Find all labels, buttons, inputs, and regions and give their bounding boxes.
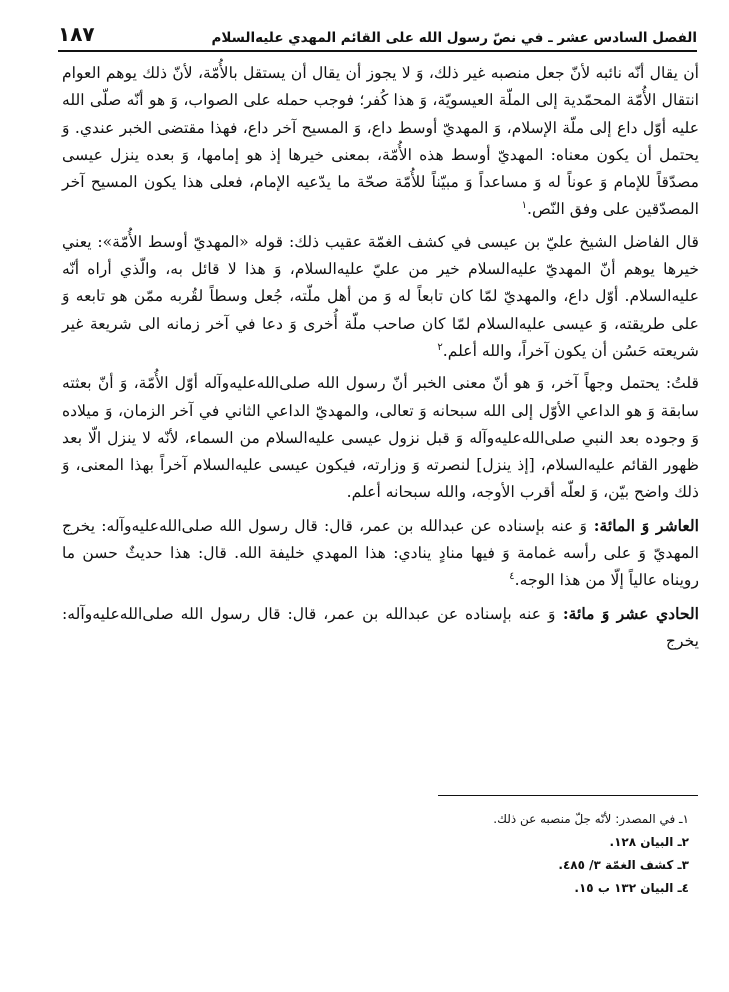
hadith-heading: الحادي عشر وَ مائة: — [555, 603, 699, 623]
footnote: ٤ـ البيان ١٣٢ ب ١٥. — [574, 881, 689, 895]
running-header — [58, 18, 697, 52]
paragraph: قال الفاضل الشيخ عليّ بن عيسى في كشف الغمّة عقيب ذلك: قوله «المهديّ أوسط الأُمّة»: يعني خيرها يوهم أنّ المهديّ عليه‌السلام خير من عليّ عليه‌السلام، وَ هذا لا قائل به، والّذي أراه أنّه عليه‌السلام. أوّل داع، والمهديّ لمّا كان تابعاً له وَ من أهل ملّته، جُعل وسطاً لقُربه ممّن هو تابعه وَ على طريقته، وَ عيسى عليه‌السلام لمّا كان صاحب ملّة أُخرى وَ دعا في آخر زمانه الى شريعة غير شريعته حَسُن أن يكون آخراً، والله أعلم.$^٢$ — [62, 232, 699, 360]
footnote-divider — [438, 795, 698, 796]
page-number: ١٨٧ — [58, 22, 95, 46]
footnote: ٣ـ كشف الغمّة ٣/ ٤٨٥. — [558, 858, 689, 872]
footnote: ١ـ في المصدر: لأنّه جلّ منصبه عن ذلك. — [493, 812, 689, 826]
paragraph: قلتُ: يحتمل وجهاً آخر، وَ هو أنّ معنى الخبر أنّ رسول الله صلى‌الله‌عليه‌وآله أوّل الأُمّة، وَ أنّ بعثته سابقة وَ هو الداعي الأوّل إلى الله سبحانه وَ تعالى، والمهديّ الداعي الثاني في آخر الزمان، وَ ميلاده وَ وجوده بعد النبي صلى‌الله‌عليه‌وآله وَ قبل نزول عيسى عليه‌السلام من السماء، لأنّه لا ينزل الّا بعد ظهور القائم عليه‌السلام، [إذ ينزل] لنصرته وَ وزارته، فيكون عيسى عليه‌السلام آخراً بهذا المعنى، وَ ذلك واضح بيّن، وَ لعلّه أقرب الأوجه، والله سبحانه أعلم. — [62, 374, 699, 502]
footnotes — [300, 808, 689, 900]
footnote: ٢ـ البيان ١٢٨. — [609, 835, 689, 849]
footnote-marker: ٤ — [509, 571, 515, 583]
hadith-heading: العاشر وَ المائة: — [587, 515, 699, 535]
footnote-marker: ١ — [521, 200, 527, 212]
paragraph: الحادي عشر وَ مائة: وَ عنه بإسناده عن عبدالله بن عمر، قال: قال رسول الله صلى‌الله‌عليه‌وآله: يخرج — [62, 603, 699, 650]
paragraph: أن يقال أنّه نائبه لأنّ جعل منصبه غير ذلك، وَ لا يجوز أن يقال أن يستقل بالأُمّة، لأنّ ذلك يوهم العوام انتقال الأُمّة المحمّدية إلى الملّة العيسويّة، وَ هذا كُفر؛ فوجب حمله على الصواب، وَ هو أنّه صلّى الله عليه أوّل داع إلى ملّة الإسلام، وَ المهديّ أوسط داع، وَ المسيح آخر داع، فهذا مقتضى الخبر عندي. وَ يحتمل أن يكون معناه: المهديّ أوسط هذه الأُمّة، بمعنى خيرها إذ هو إمامها، وَ بعده ينزل عيسى مصدّقاً للإمام وَ عوناً له وَ مساعداً وَ مبيّناً للأُمّة صحّة ما يدّعيه الإمام، فعلى هذا يكون المسيح آخر المصدّقين على وفق النّص.$^١$ — [62, 64, 699, 219]
chapter-title: الفصل السادس عشر ـ في نصّ رسول الله على القائم المهدي عليه‌السلام — [211, 30, 697, 46]
footnote-marker: ٢ — [437, 341, 443, 353]
paragraph: العاشر وَ المائة: وَ عنه بإسناده عن عبدالله بن عمر، قال: قال رسول الله صلى‌الله‌عليه‌وآله: يخرج المهديّ وَ على رأسه غمامة وَ فيها منادٍ ينادي: هذا المهدي خليفة الله. قال: هذا حديثٌ حسن ما رويناه عالياً إلّا من هذا الوجه.$^٤$ — [62, 515, 699, 590]
main-text — [62, 60, 699, 660]
